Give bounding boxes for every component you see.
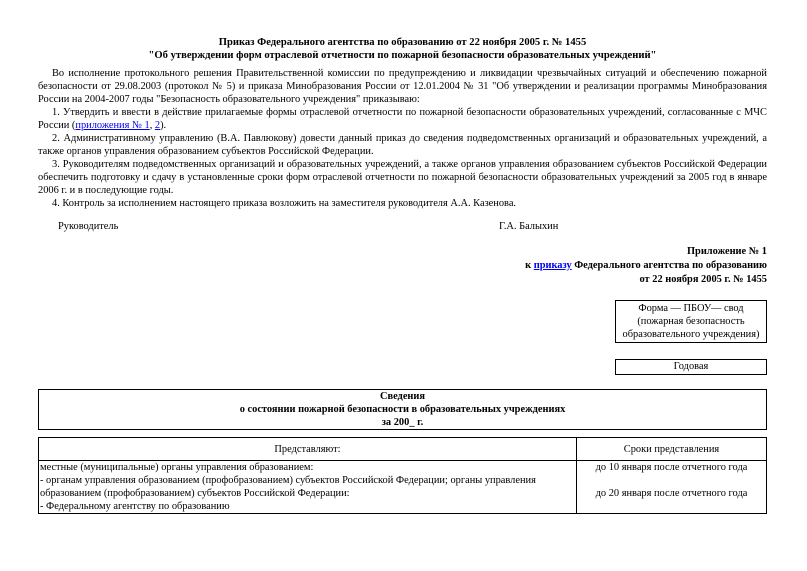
item-1-paragraph	[38, 106, 767, 132]
appendix-1-link[interactable]: приложения № 1	[75, 120, 150, 131]
report-title-line-1: Сведения	[379, 391, 426, 402]
submitters-cell	[39, 461, 577, 514]
form-code-box	[615, 300, 767, 343]
appendix-line-3: от 22 ноября 2005 г. № 1455	[639, 274, 767, 285]
intro-paragraph: Во исполнение протокольного решения Правительственной комиссии по предупреждению и ликвидации чрезвычайных ситуаций и обеспечению пожарной безопасности от 29.08.2003 (протокол № 5) и приказа Минобразования России от 12.01.2004 № 31 "Об утверждении и реализации программы Минобразования России на 2004-2007 годы "Безопасность образовательного учреждения" приказываю:	[38, 68, 767, 105]
submitter-line-2: - органам управления образованием (профобразованием) субъектов Российской Федерации; органы управления образованием (профобразованием) субъектов Российской Федерации:	[40, 475, 536, 499]
document	[38, 36, 767, 512]
item-1-separator: ,	[149, 120, 155, 131]
table-header-row	[39, 438, 767, 461]
submitter-line-1: местные (муниципальные) органы управления образованием:	[40, 462, 314, 473]
item-2-paragraph: 2. Административному управлению (В.А. Павлюкову) довести данный приказ до сведения подведомственных организаций и образовательных учреждений, а также органов управления образованием субъектов Российской Федерации.	[38, 133, 767, 157]
submission-table	[38, 437, 767, 514]
report-title-line-3: за 200_ г.	[381, 417, 424, 428]
appendix-line-1: Приложение № 1	[686, 246, 767, 257]
signature-role: Руководитель	[58, 221, 119, 232]
period-box: Годовая	[615, 359, 767, 375]
header-submitters: Представляют:	[39, 438, 577, 461]
report-title-line-2: о состоянии пожарной безопасности в образовательных учреждениях	[239, 404, 566, 415]
form-code-line-2: (пожарная безопасность	[637, 316, 745, 327]
deadline-1: до 10 января после отчетного года	[595, 462, 748, 473]
report-title-box	[38, 389, 767, 430]
deadlines-cell	[577, 461, 767, 514]
submitter-line-3: - Федеральному агентству по образованию	[40, 501, 230, 512]
header-deadlines: Сроки представления	[577, 438, 767, 461]
appendix-rest: Федерального агентства по образованию	[571, 260, 767, 271]
signature-block	[38, 220, 767, 233]
item-4-paragraph: 4. Контроль за исполнением настоящего приказа возложить на заместителя руководителя А.А. Казенова.	[52, 198, 517, 209]
table-row	[39, 461, 767, 514]
title-line-1: Приказ Федерального агентства по образованию от 22 ноября 2005 г. № 1455	[218, 37, 587, 48]
deadline-2: до 20 января после отчетного года	[595, 488, 748, 499]
item-1-text: 1. Утвердить и ввести в действие прилагаемые формы отраслевой отчетности по пожарной безопасности образовательных учреждений, согласованные с МЧС России (	[38, 107, 767, 131]
appendix-line-2	[38, 259, 767, 273]
appendix-2-link[interactable]: 2	[154, 120, 161, 131]
appendix-prefix: к	[525, 260, 534, 271]
appendix-header	[38, 245, 767, 287]
title-line-2: "Об утверждении форм отраслевой отчетности по пожарной безопасности образовательных учреждений"	[148, 50, 657, 61]
order-link[interactable]: приказу	[533, 260, 572, 271]
form-code-line-3: образовательного учреждения)	[622, 329, 760, 340]
item-1-end: ).	[160, 120, 167, 131]
form-code-line-1: Форма — ПБОУ— свод	[638, 303, 744, 314]
document-title	[38, 36, 767, 62]
signature-name: Г.А. Балыхин	[499, 221, 559, 232]
item-3-paragraph: 3. Руководителям подведомственных организаций и образовательных учреждений, а также органов управления образованием субъектов Российской Федерации обеспечить подготовку и сдачу в установленные сроки форм отраслевой отчетности по пожарной безопасности образовательных учреждений за 2005 год в январе 2006 г. и в последующие годы.	[38, 159, 767, 196]
